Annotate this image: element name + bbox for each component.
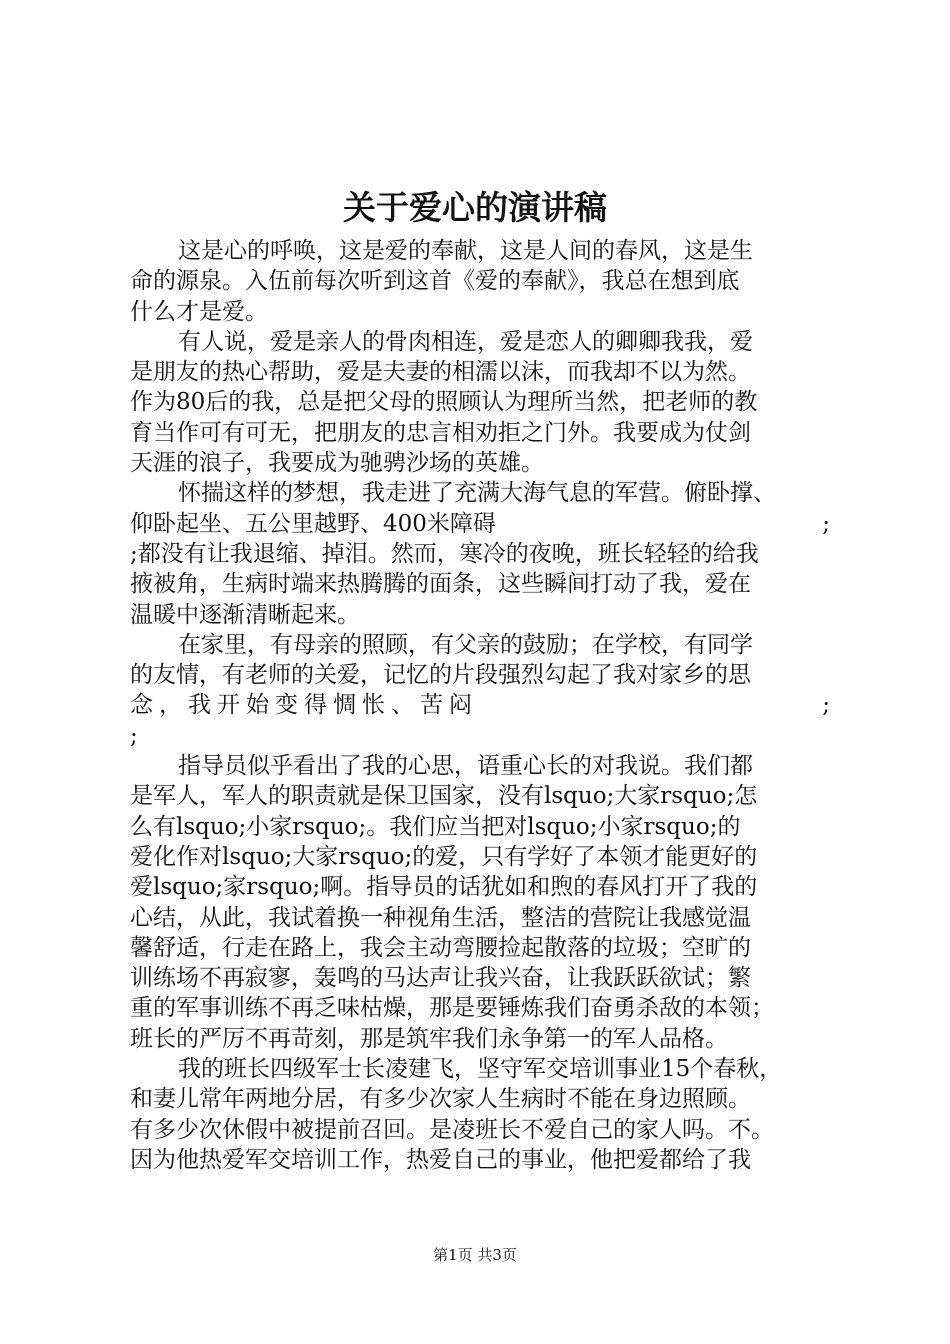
text-line: 掖被角，生病时端来热腾腾的面条，这些瞬间打动了我，爱在: [130, 571, 751, 598]
page-footer: 第1页 共3页: [433, 1246, 517, 1264]
text-line: 爱lsquo;家rsquo;啊。指导员的话犹如和煦的春风打开了我的: [130, 874, 758, 901]
text-line: 有多少次休假中被提前召回。是凌班长不爱自己的家人吗。不。: [130, 1116, 774, 1143]
text-line-left: 念，我开始变得惆怅、苦闷: [130, 692, 478, 719]
text-line: 作为80后的我，总是把父母的照顾认为理所当然，把老师的教: [130, 389, 758, 416]
text-line: ;: [130, 722, 138, 749]
text-line: 是朋友的热心帮助，爱是夫妻的相濡以沫，而我却不以为然。: [130, 359, 751, 386]
text-line: 馨舒适，行走在路上，我会主动弯腰捡起散落的垃圾；空旷的: [130, 934, 751, 961]
text-line: 什么才是爱。: [130, 298, 268, 325]
text-line: 指导员似乎看出了我的心思，语重心长的对我说。我们都: [178, 753, 753, 780]
text-line: 有人说，爱是亲人的骨肉相连，爱是恋人的卿卿我我，爱: [178, 328, 753, 355]
text-line: 育当作可有可无，把朋友的忠言相劝拒之门外。我要成为仗剑: [130, 419, 751, 446]
text-line: [130, 509, 830, 539]
text-line: 的友情，有老师的关爱，记忆的片段强烈勾起了我对家乡的思: [130, 662, 751, 689]
text-line: 我的班长四级军士长凌建飞，坚守军交培训事业15个春秋，: [178, 1056, 783, 1083]
text-line: 班长的严厉不再苛刻，那是筑牢我们永争第一的军人品格。: [130, 1025, 728, 1052]
text-line: 在家里，有母亲的照顾，有父亲的鼓励；在学校，有同学: [178, 631, 753, 658]
text-line: [130, 690, 830, 720]
text-line-right: ;: [822, 510, 830, 537]
text-line: 命的源泉。入伍前每次听到这首《爱的奉献》，我总在想到底: [130, 268, 740, 295]
text-line: 爱化作对lsquo;大家rsquo;的爱，只有学好了本领才能更好的: [130, 843, 758, 870]
text-line: 因为他热爱军交培训工作，热爱自己的事业，他把爱都给了我: [130, 1146, 751, 1173]
text-line: 训练场不再寂寥，轰鸣的马达声让我兴奋，让我跃跃欲试；繁: [130, 965, 751, 992]
text-line: ;都没有让我退缩、掉泪。然而，寒冷的夜晚，班长轻轻的给我: [130, 540, 759, 567]
text-line: 这是心的呼唤，这是爱的奉献，这是人间的春风，这是生: [178, 238, 753, 264]
document-title: 关于爱心的演讲稿: [343, 188, 607, 227]
text-line: 么有lsquo;小家rsquo;。我们应当把对lsquo;小家rsquo;的: [130, 813, 741, 840]
text-line: 和妻儿常年两地分居，有多少次家人生病时不能在身边照顾。: [130, 1086, 751, 1113]
text-line: 天涯的浪子，我要成为驰骋沙场的英雄。: [130, 450, 544, 477]
text-line: 温暖中逐渐清晰起来。: [130, 601, 360, 628]
document-body: [130, 236, 830, 1175]
text-line: 重的军事训练不再乏味枯燥，那是要锤炼我们奋勇杀敌的本领；: [130, 995, 774, 1022]
text-line: 是军人，军人的职责就是保卫国家，没有lsquo;大家rsquo;怎: [130, 783, 758, 810]
text-line-right: ;: [822, 692, 830, 719]
text-line: 怀揣这样的梦想，我走进了充满大海气息的军营。俯卧撑、: [178, 480, 776, 507]
text-line: 心结，从此，我试着换一种视角生活，整洁的营院让我感觉温: [130, 904, 751, 931]
text-line-left: 仰卧起坐、五公里越野、400米障碍: [130, 510, 496, 537]
